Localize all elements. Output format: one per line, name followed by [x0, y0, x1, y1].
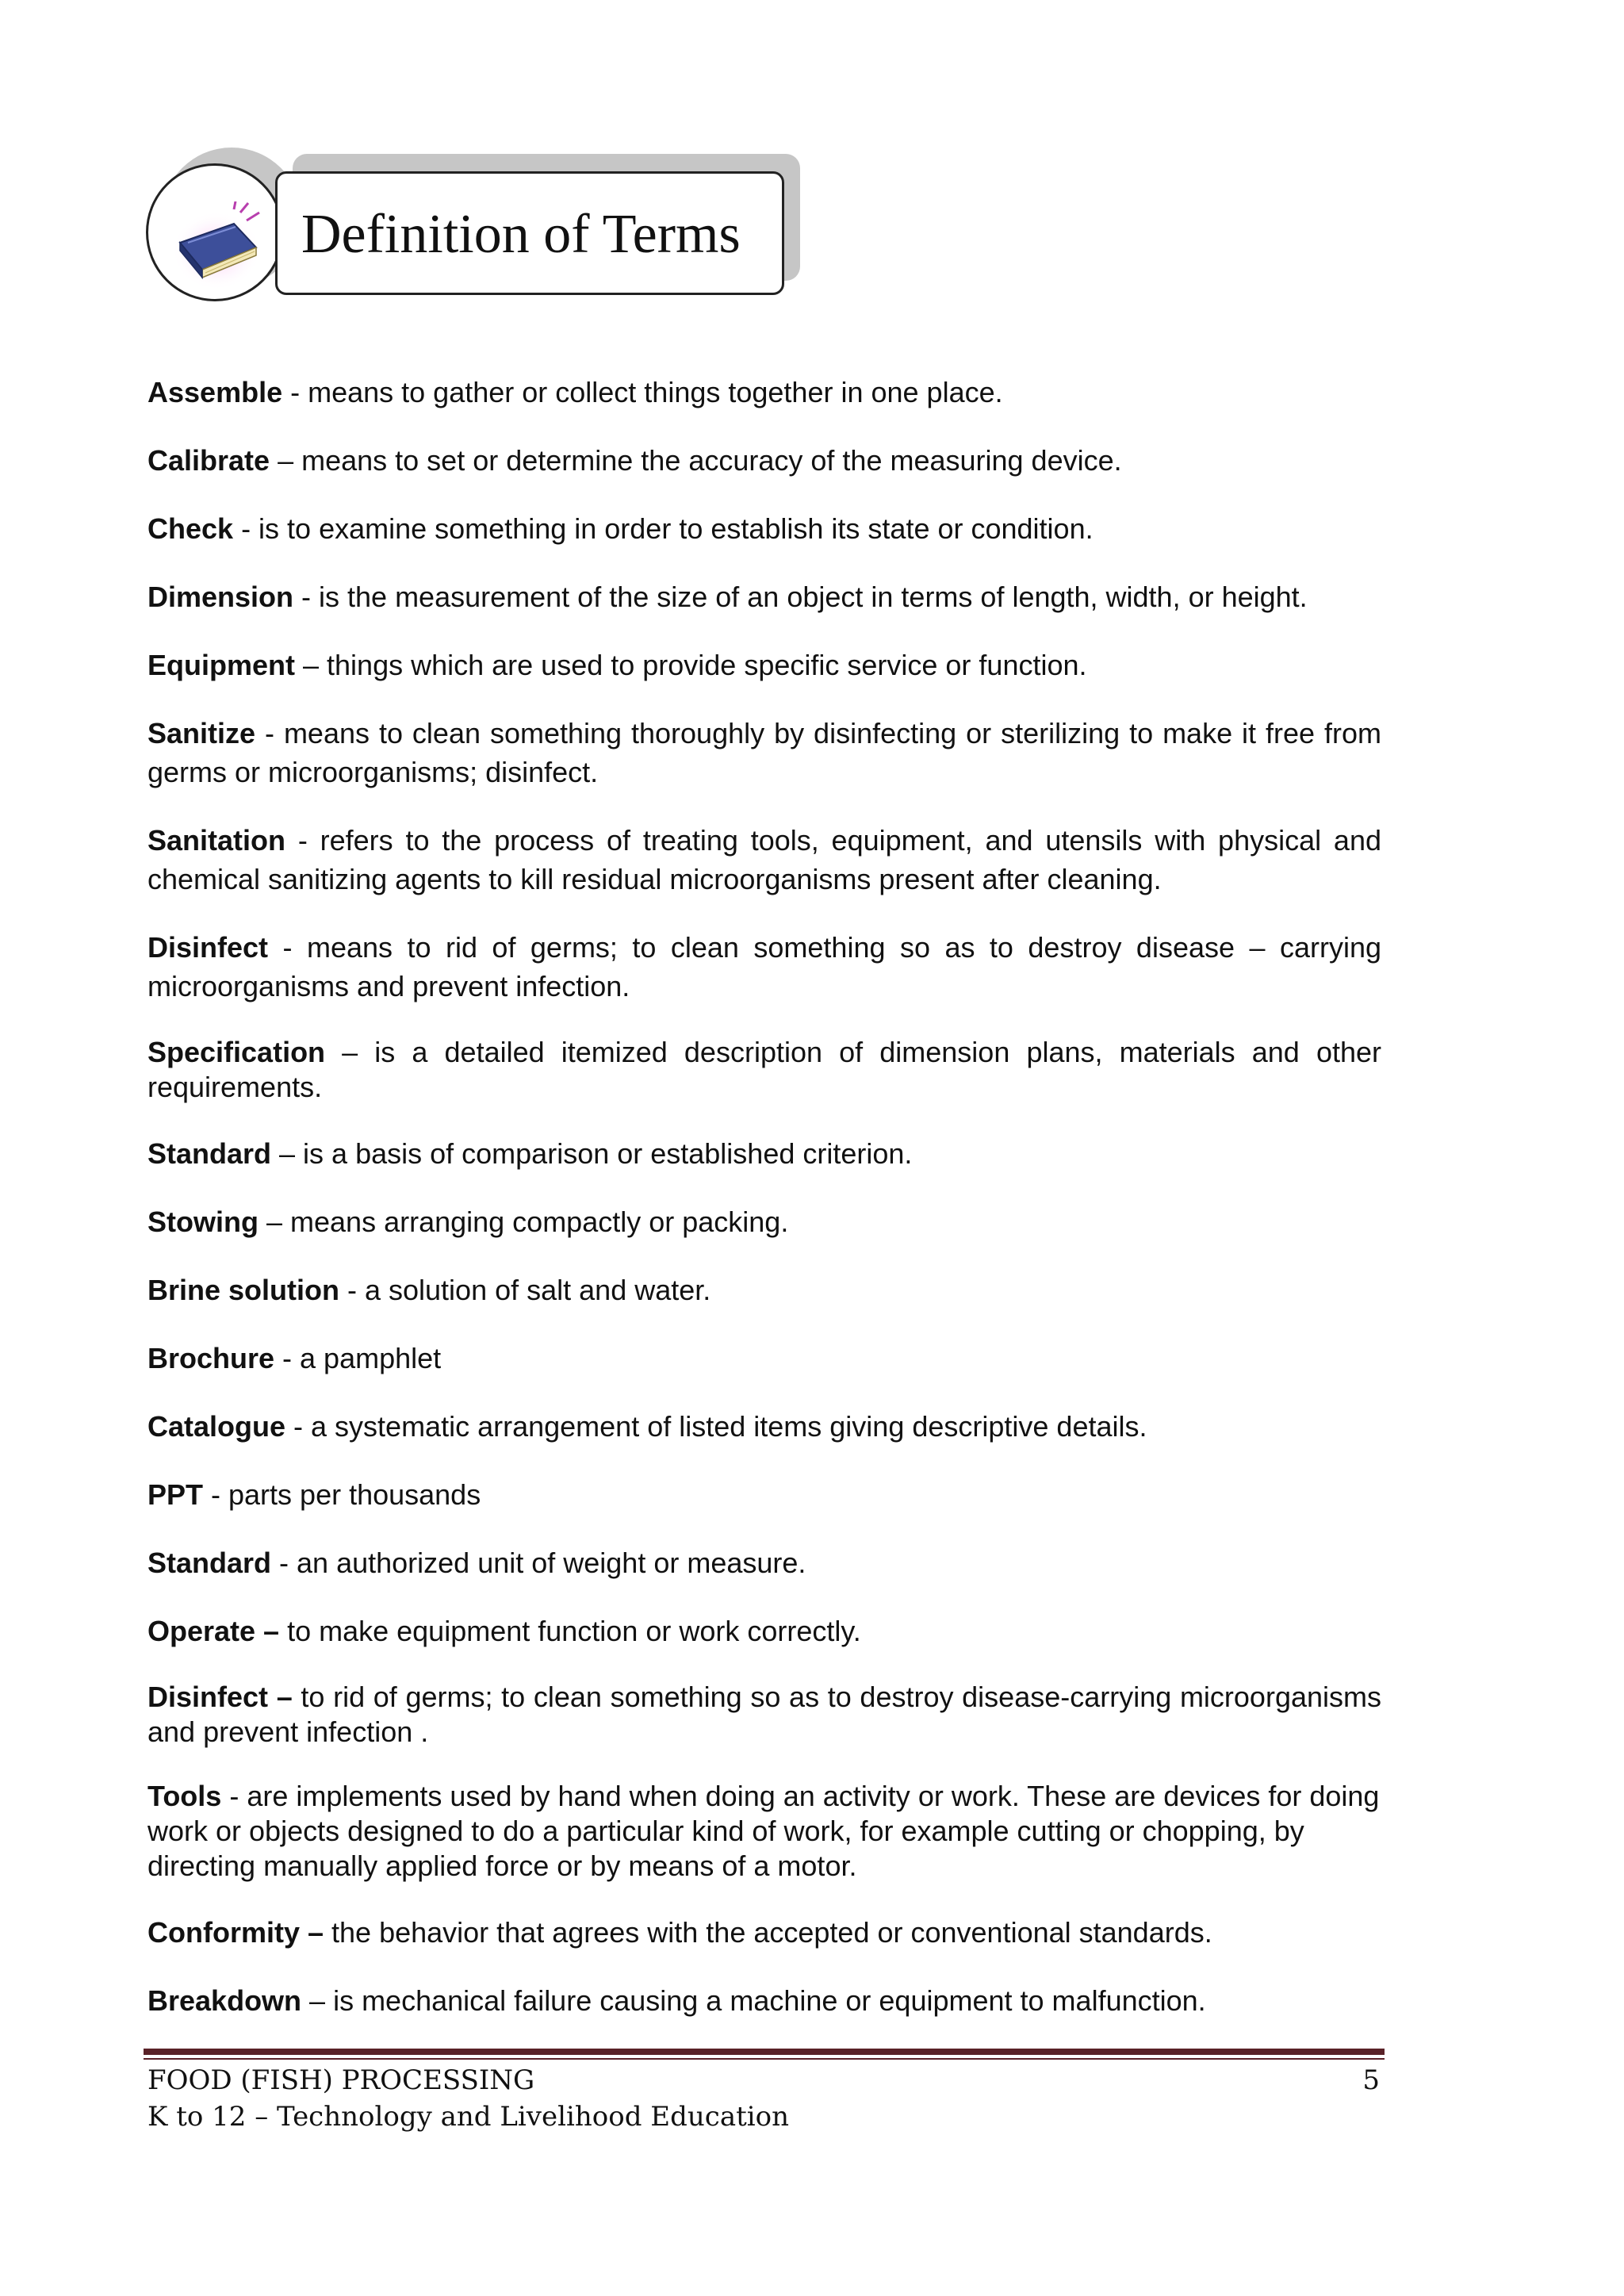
- section-header: [146, 148, 804, 306]
- term-definition: - is to examine something in order to establish its state or condition.: [233, 512, 1094, 545]
- book-icon: [170, 201, 266, 297]
- header-icon-circle: [146, 163, 284, 301]
- term-definition: - a pamphlet: [274, 1342, 442, 1374]
- term-item: [147, 714, 1381, 792]
- term-word: Operate –: [147, 1615, 280, 1647]
- terms-list: [147, 373, 1381, 2049]
- term-word: Assemble: [147, 376, 283, 408]
- term-item: [147, 373, 1381, 412]
- term-word: Sanitation: [147, 824, 286, 857]
- term-item: [147, 1271, 1381, 1309]
- term-word: Catalogue: [147, 1410, 286, 1443]
- term-definition: - an authorized unit of weight or measure.: [271, 1547, 806, 1579]
- header-title-box: [275, 171, 784, 295]
- term-word: Standard: [147, 1137, 272, 1170]
- term-definition: - means to rid of germs; to clean something so as to destroy disease – carrying microorganisms and prevent infection.: [147, 931, 1381, 1002]
- term-definition: – is a basis of comparison or established criterion.: [271, 1137, 913, 1170]
- footer: [147, 2062, 789, 2135]
- term-item: [147, 1407, 1381, 1446]
- term-item: [147, 1202, 1381, 1241]
- term-word: Specification: [147, 1036, 326, 1068]
- term-word: Brine solution: [147, 1274, 339, 1306]
- term-item: [147, 821, 1381, 899]
- term-word: Check: [147, 512, 234, 545]
- term-definition: – things which are used to provide specific service or function.: [295, 649, 1087, 681]
- term-definition: – is a detailed itemized description of dimension plans, materials and other requirements.: [147, 1036, 1381, 1103]
- page-title: Definition of Terms: [301, 204, 741, 265]
- term-item: [147, 1779, 1381, 1884]
- term-definition: - means to clean something thoroughly by disinfecting or sterilizing to make it free from germs or microorganisms; disinfect.: [147, 717, 1381, 788]
- term-definition: - a solution of salt and water.: [339, 1274, 711, 1306]
- term-item: [147, 928, 1381, 1006]
- term-item: [147, 646, 1381, 684]
- term-item: [147, 1981, 1381, 2020]
- term-item: [147, 1339, 1381, 1378]
- term-word: Breakdown: [147, 1984, 302, 2017]
- term-definition: - a systematic arrangement of listed items giving descriptive details.: [285, 1410, 1147, 1443]
- term-definition: – means arranging compactly or packing.: [258, 1205, 789, 1238]
- term-item: [147, 1543, 1381, 1582]
- term-word: Sanitize: [147, 717, 256, 749]
- footer-program-title: K to 12 – Technology and Livelihood Education: [147, 2101, 789, 2133]
- term-definition: – means to set or determine the accuracy of the measuring device.: [270, 444, 1122, 477]
- term-word: Conformity –: [147, 1916, 324, 1949]
- term-word: Equipment: [147, 649, 295, 681]
- term-word: Dimension: [147, 581, 294, 613]
- term-word: Standard: [147, 1547, 272, 1579]
- term-item: [147, 509, 1381, 548]
- term-word: Disinfect: [147, 931, 269, 964]
- term-item: [147, 1134, 1381, 1173]
- footer-course-title: FOOD (FISH) PROCESSING: [147, 2064, 535, 2096]
- term-item: [147, 1035, 1381, 1105]
- page-number: 5: [1362, 2064, 1380, 2096]
- footer-rule-thin: [144, 2058, 1385, 2060]
- term-definition: - means to gather or collect things together in one place.: [282, 376, 1003, 408]
- term-word: Stowing: [147, 1205, 259, 1238]
- footer-rule: [144, 2049, 1385, 2055]
- term-item: [147, 1680, 1381, 1750]
- term-item: [147, 441, 1381, 480]
- term-definition: the behavior that agrees with the accepted or conventional standards.: [324, 1916, 1212, 1949]
- term-definition: to rid of germs; to clean something so as to destroy disease-carrying microorganisms and prevent infection .: [147, 1681, 1381, 1748]
- term-definition: - parts per thousands: [203, 1478, 481, 1511]
- term-word: Tools: [147, 1780, 222, 1812]
- term-definition: to make equipment function or work correctly.: [279, 1615, 861, 1647]
- term-item: [147, 1913, 1381, 1952]
- term-definition: - refers to the process of treating tools, equipment, and utensils with physical and chemical sanitizing agents to kill residual microorganisms present after cleaning.: [147, 824, 1381, 895]
- term-item: [147, 577, 1381, 616]
- term-word: Brochure: [147, 1342, 275, 1374]
- term-definition: - are implements used by hand when doing an activity or work. These are devices for doing work or objects designed to do a particular kind of work, for example cutting or chopping, by directing manually applied force or by means of a motor.: [147, 1780, 1380, 1882]
- term-word: Calibrate: [147, 444, 270, 477]
- term-word: PPT: [147, 1478, 204, 1511]
- term-item: [147, 1475, 1381, 1514]
- term-item: [147, 1612, 1381, 1650]
- term-word: Disinfect –: [147, 1681, 293, 1713]
- term-definition: - is the measurement of the size of an object in terms of length, width, or height.: [293, 581, 1308, 613]
- term-definition: – is mechanical failure causing a machine or equipment to malfunction.: [301, 1984, 1206, 2017]
